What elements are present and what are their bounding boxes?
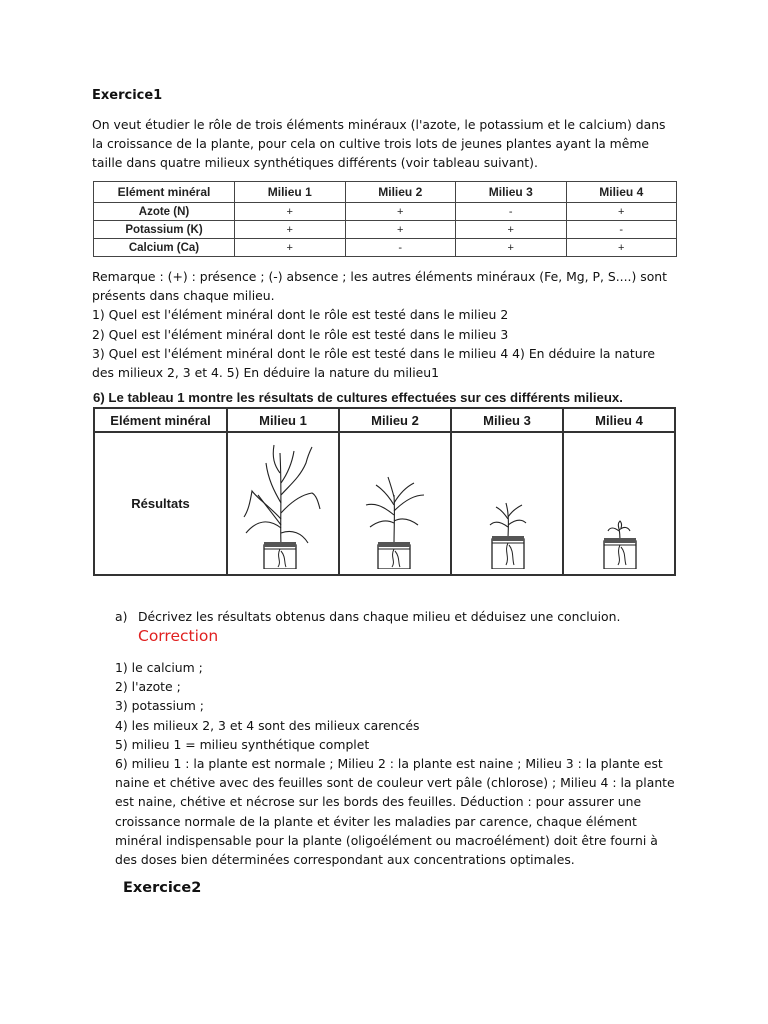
- intro-line: taille dans quatre milieux synthétiques différents (voir tableau suivant).: [92, 155, 538, 171]
- intro-line: la croissance de la plante, pour cela on cultive trois lots de jeunes plantes ayant la même: [92, 136, 650, 152]
- table-row: [94, 221, 677, 239]
- header-cell: Milieu 3: [456, 182, 567, 203]
- table-row: [94, 432, 675, 575]
- correction-line: 4) les milieux 2, 3 et 4 sont des milieux carencés: [115, 717, 420, 733]
- table-cell: +: [456, 221, 567, 239]
- table-row: [94, 203, 677, 221]
- header-cell: Elément minéral: [94, 408, 227, 432]
- table-header-row: [94, 408, 675, 432]
- table-cell: +: [566, 203, 677, 221]
- correction-line: 3) potassium ;: [115, 698, 204, 714]
- question-line: des milieux 2, 3 et 4. 5) En déduire la nature du milieu1: [92, 365, 440, 381]
- question-line: 3) Quel est l'élément minéral dont le rôle est testé dans le milieu 4 4) En déduire la nature: [92, 345, 656, 361]
- table-cell: -: [456, 203, 567, 221]
- header-cell: Milieu 4: [566, 182, 677, 203]
- correction-line: 6) milieu 1 : la plante est normale ; Milieu 2 : la plante est naine ; Milieu 3 : la plante est: [115, 756, 663, 772]
- plant-drawing-milieu-1: [228, 433, 338, 569]
- header-cell: Milieu 1: [235, 182, 346, 203]
- correction-title: Correction: [138, 627, 219, 645]
- question-a-text: Décrivez les résultats obtenus dans chaque milieu et déduisez une concluion.: [138, 609, 621, 624]
- exercise1-title: Exercice1: [92, 88, 163, 103]
- header-cell: Elément minéral: [94, 182, 235, 203]
- header-cell: Milieu 2: [339, 408, 451, 432]
- header-cell: Milieu 3: [451, 408, 563, 432]
- correction-line: des doses bien déterminées correspondant aux concentrations optimales.: [115, 852, 575, 868]
- correction-line: minéral indispensable pour la plante (oligoélément ou macroélément) doit être fourni à: [115, 832, 658, 848]
- correction-line: croissance normale de la plante et éviter les maladies par carence, chaque élément: [115, 813, 637, 829]
- correction-line: 1) le calcium ;: [115, 660, 203, 675]
- question-line: 2) Quel est l'élément minéral dont le rôle est testé dans le milieu 3: [92, 326, 509, 342]
- plant-milieu-3: [451, 432, 563, 575]
- plant-milieu-1: [227, 432, 339, 575]
- row-label: Résultats: [94, 432, 227, 575]
- question-a-marker: a): [115, 609, 128, 624]
- row-label: Potassium (K): [94, 221, 235, 239]
- row-label: Azote (N): [94, 203, 235, 221]
- exercise2-title: Exercice2: [123, 880, 202, 896]
- header-cell: Milieu 2: [345, 182, 456, 203]
- plant-milieu-4: [563, 432, 675, 575]
- table-cell: +: [235, 239, 346, 257]
- intro-line: On veut étudier le rôle de trois éléments minéraux (l'azote, le potassium et le calcium) dans: [92, 117, 666, 132]
- plant-milieu-2: [339, 432, 451, 575]
- table-cell: +: [345, 203, 456, 221]
- correction-line: naine et chétive avec des feuilles sont de couleur vert pâle (chlorose) ; Milieu 4 : la plante: [115, 775, 675, 791]
- table-row: [94, 239, 677, 257]
- table-cell: +: [566, 239, 677, 257]
- correction-line: est naine, chétive et nécrose sur les bords des feuilles. Déduction : pour assurer une: [115, 794, 642, 810]
- question-line: 1) Quel est l'élément minéral dont le rôle est testé dans le milieu 2: [92, 307, 509, 323]
- plant-drawing-milieu-2: [340, 433, 450, 569]
- plant-drawing-milieu-4: [564, 433, 674, 569]
- header-cell: Milieu 1: [227, 408, 339, 432]
- question-6: 6) Le tableau 1 montre les résultats de cultures effectuées sur ces différents milieux.: [93, 390, 623, 405]
- table-cell: +: [345, 221, 456, 239]
- plant-drawing-milieu-3: [452, 433, 562, 569]
- correction-line: 2) l'azote ;: [115, 679, 181, 695]
- mineral-presence-table: [93, 181, 677, 257]
- table-cell: +: [235, 203, 346, 221]
- remark-line: Remarque : (+) : présence ; (-) absence ; les autres éléments minéraux (Fe, Mg, P, S....) sont: [92, 269, 667, 284]
- table-header-row: [94, 182, 677, 203]
- exercise1-intro: [92, 115, 666, 173]
- table-cell: -: [566, 221, 677, 239]
- row-label: Calcium (Ca): [94, 239, 235, 257]
- table-cell: +: [235, 221, 346, 239]
- culture-results-table: [93, 407, 676, 576]
- remark-line: présents dans chaque milieu.: [92, 288, 275, 304]
- table-cell: +: [456, 239, 567, 257]
- header-cell: Milieu 4: [563, 408, 675, 432]
- correction-body: [115, 658, 675, 869]
- correction-line: 5) milieu 1 = milieu synthétique complet: [115, 736, 370, 752]
- remark-and-questions: [92, 267, 667, 382]
- table-cell: -: [345, 239, 456, 257]
